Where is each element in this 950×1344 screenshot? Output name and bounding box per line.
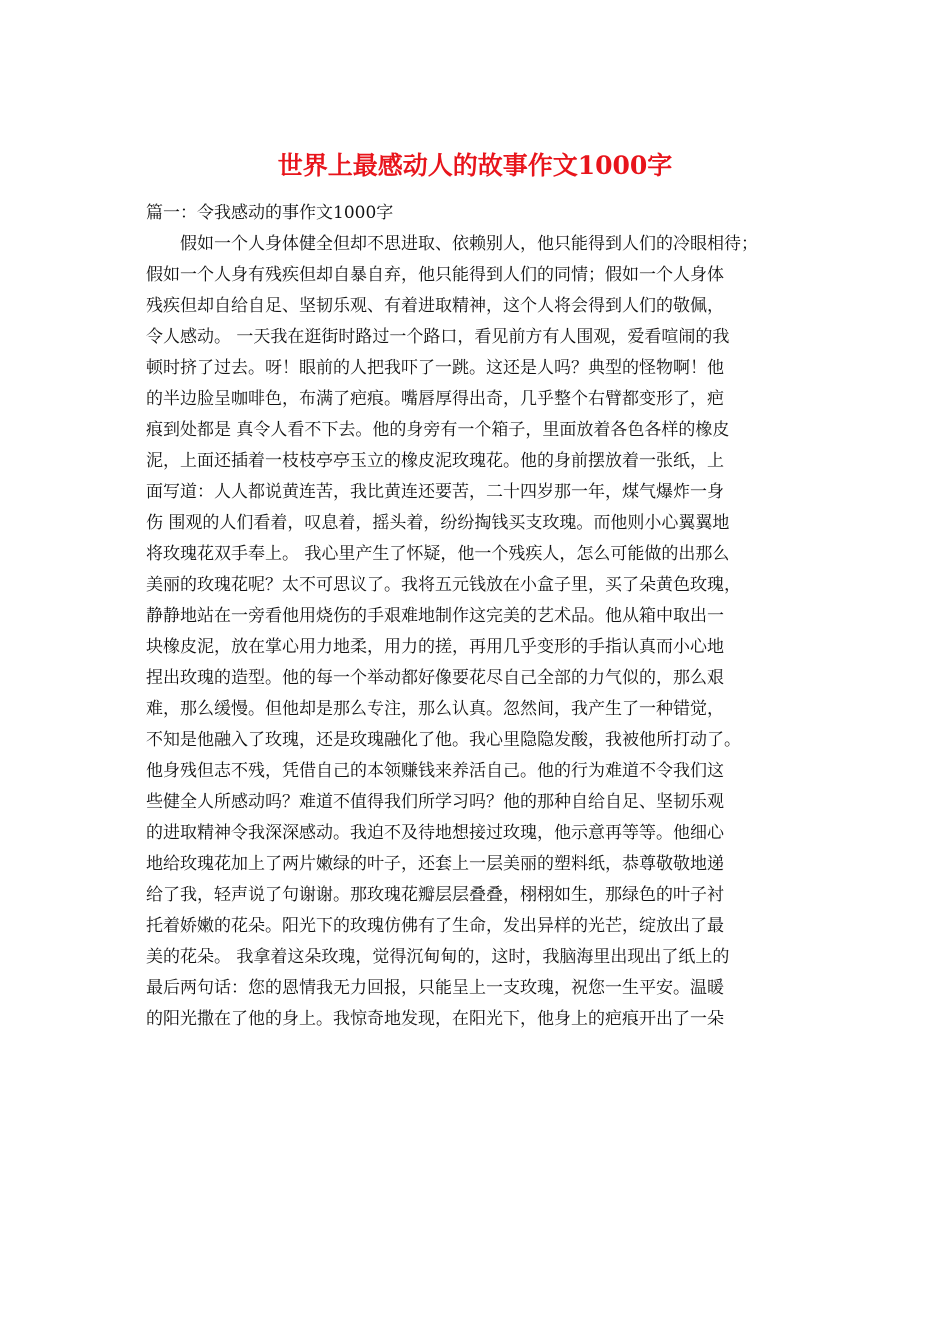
text-line: 给了我，轻声说了句谢谢。那玫瑰花瓣层层叠叠，栩栩如生，那绿色的叶子衬	[146, 885, 724, 905]
paragraph-lines	[146, 229, 826, 1035]
text-line: 块橡皮泥，放在掌心用力地柔，用力的搓，再用几乎变形的手指认真而小心地	[146, 637, 724, 657]
text-line: 的半边脸呈咖啡色，布满了疤痕。嘴唇厚得出奇，几乎整个右臂都变形了，疤	[146, 389, 724, 409]
text-line: 美的花朵。 我拿着这朵玫瑰，觉得沉甸甸的，这时，我脑海里出现出了纸上的	[146, 947, 730, 967]
text-line: 美丽的玫瑰花呢？太不可思议了。我将五元钱放在小盒子里，买了朵黄色玫瑰，	[146, 575, 741, 595]
text-line: 最后两句话：您的恩情我无力回报，只能呈上一支玫瑰，祝您一生平安。温暖	[146, 978, 724, 998]
section-heading: 篇一：令我感动的事作文1000字	[146, 203, 394, 223]
document-body	[146, 198, 826, 1035]
text-line: 难，那么缓慢。但他却是那么专注，那么认真。忽然间，我产生了一种错觉，	[146, 699, 724, 719]
text-line: 的阳光撒在了他的身上。我惊奇地发现，在阳光下，他身上的疤痕开出了一朵	[146, 1009, 724, 1029]
text-line: 捏出玫瑰的造型。他的每一个举动都好像要花尽自己全部的力气似的，那么艰	[146, 668, 724, 688]
text-line: 令人感动。 一天我在逛街时路过一个路口，看见前方有人围观，爱看喧闹的我	[146, 327, 730, 347]
text-line: 些健全人所感动吗？难道不值得我们所学习吗？他的那种自给自足、坚韧乐观	[146, 792, 724, 812]
text-line: 地给玫瑰花加上了两片嫩绿的叶子，还套上一层美丽的塑料纸，恭尊敬敬地递	[146, 854, 724, 874]
text-line: 托着娇嫩的花朵。阳光下的玫瑰仿佛有了生命，发出异样的光芒，绽放出了最	[146, 916, 724, 936]
text-line: 不知是他融入了玫瑰，还是玫瑰融化了他。我心里隐隐发酸，我被他所打动了。	[146, 730, 741, 750]
text-line: 假如一个人身有残疾但却自暴自弃，他只能得到人们的同情；假如一个人身体	[146, 265, 724, 285]
text-line: 面写道：人人都说黄连苦，我比黄连还要苦，二十四岁那一年，煤气爆炸一身	[146, 482, 724, 502]
text-line: 痕到处都是 真令人看不下去。他的身旁有一个箱子，里面放着各色各样的橡皮	[146, 420, 730, 440]
text-line: 残疾但却自给自足、坚韧乐观、有着进取精神，这个人将会得到人们的敬佩，	[146, 296, 724, 316]
text-line: 顿时挤了过去。呀！眼前的人把我吓了一跳。这还是人吗？典型的怪物啊！他	[146, 358, 724, 378]
text-line: 静静地站在一旁看他用烧伤的手艰难地制作这完美的艺术品。他从箱中取出一	[146, 606, 724, 626]
text-line: 的进取精神令我深深感动。我迫不及待地想接过玫瑰，他示意再等等。他细心	[146, 823, 724, 843]
text-line: 泥，上面还插着一枝枝亭亭玉立的橡皮泥玫瑰花。他的身前摆放着一张纸，上	[146, 451, 724, 471]
document-title: 世界上最感动人的故事作文1000字	[277, 151, 673, 180]
text-line: 他身残但志不残，凭借自己的本领赚钱来养活自己。他的行为难道不令我们这	[146, 761, 724, 781]
text-line: 伤 围观的人们看着，叹息着，摇头着，纷纷掏钱买支玫瑰。而他则小心翼翼地	[146, 513, 730, 533]
text-line: 假如一个人身体健全但却不思进取、依赖别人，他只能得到人们的冷眼相待；	[146, 234, 758, 254]
text-line: 将玫瑰花双手奉上。 我心里产生了怀疑，他一个残疾人，怎么可能做的出那么	[146, 544, 730, 564]
